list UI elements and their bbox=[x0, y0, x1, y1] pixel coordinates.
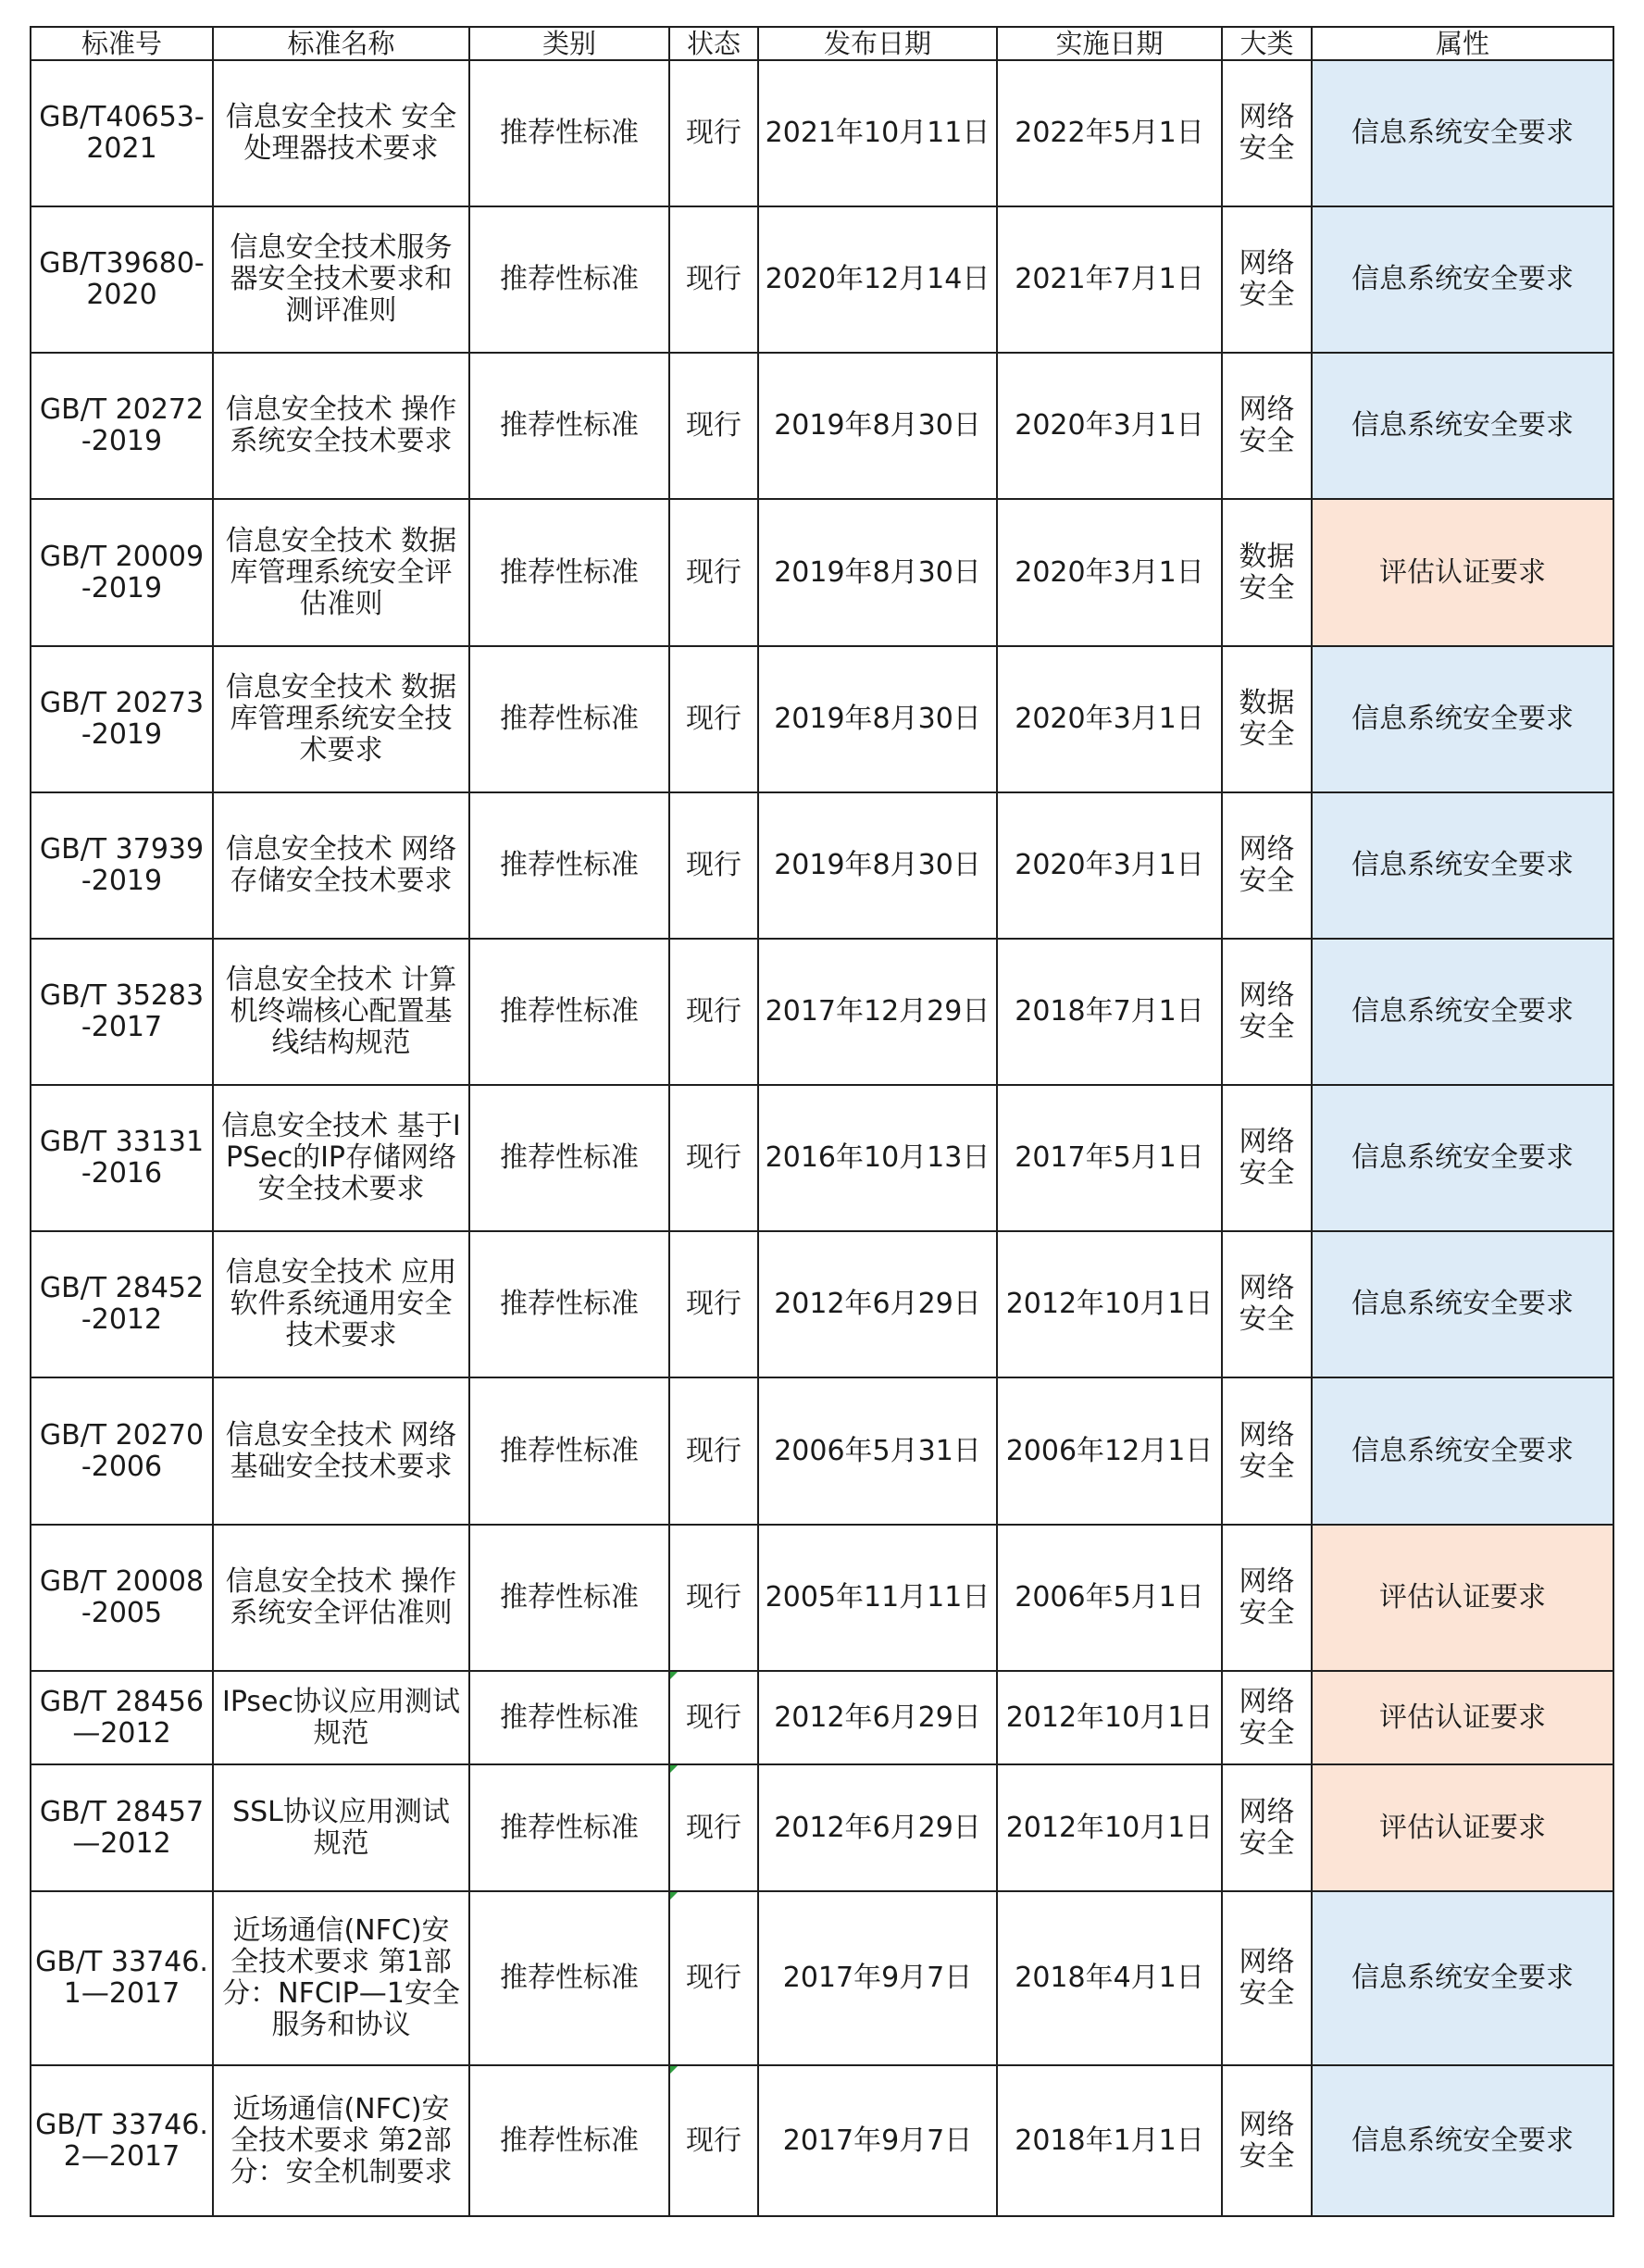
cell-status: 现行 bbox=[669, 1231, 758, 1377]
cell-standard-number: GB/T 20270-2006 bbox=[31, 1377, 213, 1525]
cell-attribute: 信息系统安全要求 bbox=[1312, 1085, 1613, 1231]
cell-standard-number: GB/T40653-2021 bbox=[31, 60, 213, 206]
cell-implement-date: 2018年4月1日 bbox=[997, 1891, 1222, 2065]
cell-implement-date: 2018年7月1日 bbox=[997, 939, 1222, 1085]
table-row bbox=[31, 1231, 1613, 1377]
header-type: 类别 bbox=[469, 27, 669, 60]
cell-category: 网络安全 bbox=[1222, 792, 1312, 939]
cell-type: 推荐性标准 bbox=[469, 1231, 669, 1377]
cell-publish-date: 2020年12月14日 bbox=[758, 206, 997, 353]
cell-implement-date: 2017年5月1日 bbox=[997, 1085, 1222, 1231]
header-category: 大类 bbox=[1222, 27, 1312, 60]
cell-category: 网络安全 bbox=[1222, 353, 1312, 499]
cell-status: 现行 bbox=[669, 1377, 758, 1525]
cell-attribute: 信息系统安全要求 bbox=[1312, 792, 1613, 939]
cell-standard-number: GB/T 33746.2—2017 bbox=[31, 2065, 213, 2216]
cell-type: 推荐性标准 bbox=[469, 939, 669, 1085]
header-publish-date: 发布日期 bbox=[758, 27, 997, 60]
header-standard-name: 标准名称 bbox=[213, 27, 469, 60]
cell-standard-name: 近场通信(NFC)安全技术要求 第2部分：安全机制要求 bbox=[213, 2065, 469, 2216]
header-attribute: 属性 bbox=[1312, 27, 1613, 60]
cell-status: 现行 bbox=[669, 206, 758, 353]
cell-implement-date: 2012年10月1日 bbox=[997, 1671, 1222, 1764]
cell-standard-number: GB/T 20009-2019 bbox=[31, 499, 213, 646]
cell-attribute: 信息系统安全要求 bbox=[1312, 939, 1613, 1085]
cell-publish-date: 2017年9月7日 bbox=[758, 2065, 997, 2216]
cell-status: 现行 bbox=[669, 1085, 758, 1231]
cell-standard-number: GB/T39680-2020 bbox=[31, 206, 213, 353]
table-row bbox=[31, 792, 1613, 939]
cell-publish-date: 2016年10月13日 bbox=[758, 1085, 997, 1231]
cell-category: 数据安全 bbox=[1222, 499, 1312, 646]
cell-category: 网络安全 bbox=[1222, 1377, 1312, 1525]
cell-publish-date: 2019年8月30日 bbox=[758, 353, 997, 499]
cell-category: 网络安全 bbox=[1222, 1671, 1312, 1764]
table-row bbox=[31, 1377, 1613, 1525]
cell-category: 网络安全 bbox=[1222, 206, 1312, 353]
cell-standard-name: 信息安全技术 操作系统安全评估准则 bbox=[213, 1525, 469, 1671]
cell-category: 网络安全 bbox=[1222, 1891, 1312, 2065]
table-row bbox=[31, 646, 1613, 792]
cell-publish-date: 2012年6月29日 bbox=[758, 1671, 997, 1764]
cell-status: 现行 bbox=[669, 353, 758, 499]
cell-status: 现行 bbox=[669, 1671, 758, 1764]
cell-standard-name: 信息安全技术 操作系统安全技术要求 bbox=[213, 353, 469, 499]
cell-attribute: 信息系统安全要求 bbox=[1312, 2065, 1613, 2216]
cell-standard-number: GB/T 28456—2012 bbox=[31, 1671, 213, 1764]
standards-table bbox=[30, 26, 1614, 2217]
cell-implement-date: 2020年3月1日 bbox=[997, 353, 1222, 499]
cell-publish-date: 2006年5月31日 bbox=[758, 1377, 997, 1525]
cell-standard-number: GB/T 35283-2017 bbox=[31, 939, 213, 1085]
table-row bbox=[31, 1891, 1613, 2065]
header-row bbox=[31, 27, 1613, 60]
cell-category: 网络安全 bbox=[1222, 1085, 1312, 1231]
cell-status: 现行 bbox=[669, 499, 758, 646]
cell-type: 推荐性标准 bbox=[469, 1671, 669, 1764]
cell-type: 推荐性标准 bbox=[469, 353, 669, 499]
cell-publish-date: 2019年8月30日 bbox=[758, 646, 997, 792]
table-row bbox=[31, 499, 1613, 646]
cell-status: 现行 bbox=[669, 1525, 758, 1671]
table-row bbox=[31, 1671, 1613, 1764]
cell-publish-date: 2017年12月29日 bbox=[758, 939, 997, 1085]
cell-status: 现行 bbox=[669, 2065, 758, 2216]
cell-publish-date: 2012年6月29日 bbox=[758, 1231, 997, 1377]
table-row bbox=[31, 2065, 1613, 2216]
cell-attribute: 信息系统安全要求 bbox=[1312, 60, 1613, 206]
cell-attribute: 评估认证要求 bbox=[1312, 1671, 1613, 1764]
cell-implement-date: 2020年3月1日 bbox=[997, 499, 1222, 646]
cell-publish-date: 2019年8月30日 bbox=[758, 499, 997, 646]
cell-attribute: 评估认证要求 bbox=[1312, 1525, 1613, 1671]
cell-standard-number: GB/T 28457—2012 bbox=[31, 1764, 213, 1891]
cell-category: 数据安全 bbox=[1222, 646, 1312, 792]
cell-type: 推荐性标准 bbox=[469, 2065, 669, 2216]
table-row bbox=[31, 1085, 1613, 1231]
table-header bbox=[31, 27, 1613, 60]
cell-type: 推荐性标准 bbox=[469, 1764, 669, 1891]
cell-standard-name: 近场通信(NFC)安全技术要求 第1部分：NFCIP—1安全服务和协议 bbox=[213, 1891, 469, 2065]
header-standard-number: 标准号 bbox=[31, 27, 213, 60]
cell-publish-date: 2012年6月29日 bbox=[758, 1764, 997, 1891]
cell-standard-name: 信息安全技术 应用软件系统通用安全技术要求 bbox=[213, 1231, 469, 1377]
table-body bbox=[31, 60, 1613, 2216]
cell-attribute: 信息系统安全要求 bbox=[1312, 1891, 1613, 2065]
cell-attribute: 信息系统安全要求 bbox=[1312, 206, 1613, 353]
cell-attribute: 信息系统安全要求 bbox=[1312, 1377, 1613, 1525]
table-row bbox=[31, 939, 1613, 1085]
cell-implement-date: 2020年3月1日 bbox=[997, 792, 1222, 939]
cell-implement-date: 2020年3月1日 bbox=[997, 646, 1222, 792]
cell-status: 现行 bbox=[669, 646, 758, 792]
cell-type: 推荐性标准 bbox=[469, 60, 669, 206]
cell-publish-date: 2017年9月7日 bbox=[758, 1891, 997, 2065]
cell-attribute: 信息系统安全要求 bbox=[1312, 646, 1613, 792]
table-row bbox=[31, 1764, 1613, 1891]
cell-type: 推荐性标准 bbox=[469, 499, 669, 646]
cell-standard-number: GB/T 33746.1—2017 bbox=[31, 1891, 213, 2065]
cell-status: 现行 bbox=[669, 1764, 758, 1891]
cell-type: 推荐性标准 bbox=[469, 792, 669, 939]
cell-category: 网络安全 bbox=[1222, 1525, 1312, 1671]
cell-category: 网络安全 bbox=[1222, 1231, 1312, 1377]
cell-type: 推荐性标准 bbox=[469, 206, 669, 353]
header-status: 状态 bbox=[669, 27, 758, 60]
cell-standard-name: 信息安全技术 网络基础安全技术要求 bbox=[213, 1377, 469, 1525]
cell-attribute: 信息系统安全要求 bbox=[1312, 353, 1613, 499]
cell-status: 现行 bbox=[669, 792, 758, 939]
cell-type: 推荐性标准 bbox=[469, 1377, 669, 1525]
cell-publish-date: 2019年8月30日 bbox=[758, 792, 997, 939]
cell-standard-number: GB/T 20008-2005 bbox=[31, 1525, 213, 1671]
cell-standard-number: GB/T 37939-2019 bbox=[31, 792, 213, 939]
cell-publish-date: 2005年11月11日 bbox=[758, 1525, 997, 1671]
cell-standard-number: GB/T 28452-2012 bbox=[31, 1231, 213, 1377]
cell-implement-date: 2022年5月1日 bbox=[997, 60, 1222, 206]
table-row bbox=[31, 60, 1613, 206]
cell-standard-number: GB/T 20272-2019 bbox=[31, 353, 213, 499]
cell-attribute: 评估认证要求 bbox=[1312, 1764, 1613, 1891]
cell-standard-name: IPsec协议应用测试规范 bbox=[213, 1671, 469, 1764]
table-row bbox=[31, 206, 1613, 353]
cell-category: 网络安全 bbox=[1222, 1764, 1312, 1891]
cell-status: 现行 bbox=[669, 1891, 758, 2065]
cell-standard-name: 信息安全技术 基于IPSec的IP存储网络安全技术要求 bbox=[213, 1085, 469, 1231]
cell-implement-date: 2012年10月1日 bbox=[997, 1231, 1222, 1377]
cell-standard-name: 信息安全技术 网络存储安全技术要求 bbox=[213, 792, 469, 939]
table-row bbox=[31, 353, 1613, 499]
cell-standard-name: 信息安全技术 计算机终端核心配置基线结构规范 bbox=[213, 939, 469, 1085]
cell-category: 网络安全 bbox=[1222, 60, 1312, 206]
cell-implement-date: 2012年10月1日 bbox=[997, 1764, 1222, 1891]
cell-category: 网络安全 bbox=[1222, 2065, 1312, 2216]
cell-implement-date: 2018年1月1日 bbox=[997, 2065, 1222, 2216]
cell-type: 推荐性标准 bbox=[469, 1525, 669, 1671]
cell-standard-name: 信息安全技术 安全处理器技术要求 bbox=[213, 60, 469, 206]
cell-implement-date: 2006年12月1日 bbox=[997, 1377, 1222, 1525]
cell-status: 现行 bbox=[669, 939, 758, 1085]
cell-implement-date: 2021年7月1日 bbox=[997, 206, 1222, 353]
cell-attribute: 信息系统安全要求 bbox=[1312, 1231, 1613, 1377]
cell-category: 网络安全 bbox=[1222, 939, 1312, 1085]
cell-standard-number: GB/T 33131-2016 bbox=[31, 1085, 213, 1231]
cell-status: 现行 bbox=[669, 60, 758, 206]
cell-standard-name: 信息安全技术 数据库管理系统安全技术要求 bbox=[213, 646, 469, 792]
cell-standard-number: GB/T 20273-2019 bbox=[31, 646, 213, 792]
cell-standard-name: 信息安全技术 数据库管理系统安全评估准则 bbox=[213, 499, 469, 646]
cell-type: 推荐性标准 bbox=[469, 1891, 669, 2065]
cell-standard-name: 信息安全技术服务器安全技术要求和测评准则 bbox=[213, 206, 469, 353]
cell-publish-date: 2021年10月11日 bbox=[758, 60, 997, 206]
table-row bbox=[31, 1525, 1613, 1671]
cell-type: 推荐性标准 bbox=[469, 646, 669, 792]
cell-type: 推荐性标准 bbox=[469, 1085, 669, 1231]
header-implement-date: 实施日期 bbox=[997, 27, 1222, 60]
cell-implement-date: 2006年5月1日 bbox=[997, 1525, 1222, 1671]
cell-attribute: 评估认证要求 bbox=[1312, 499, 1613, 646]
cell-standard-name: SSL协议应用测试规范 bbox=[213, 1764, 469, 1891]
